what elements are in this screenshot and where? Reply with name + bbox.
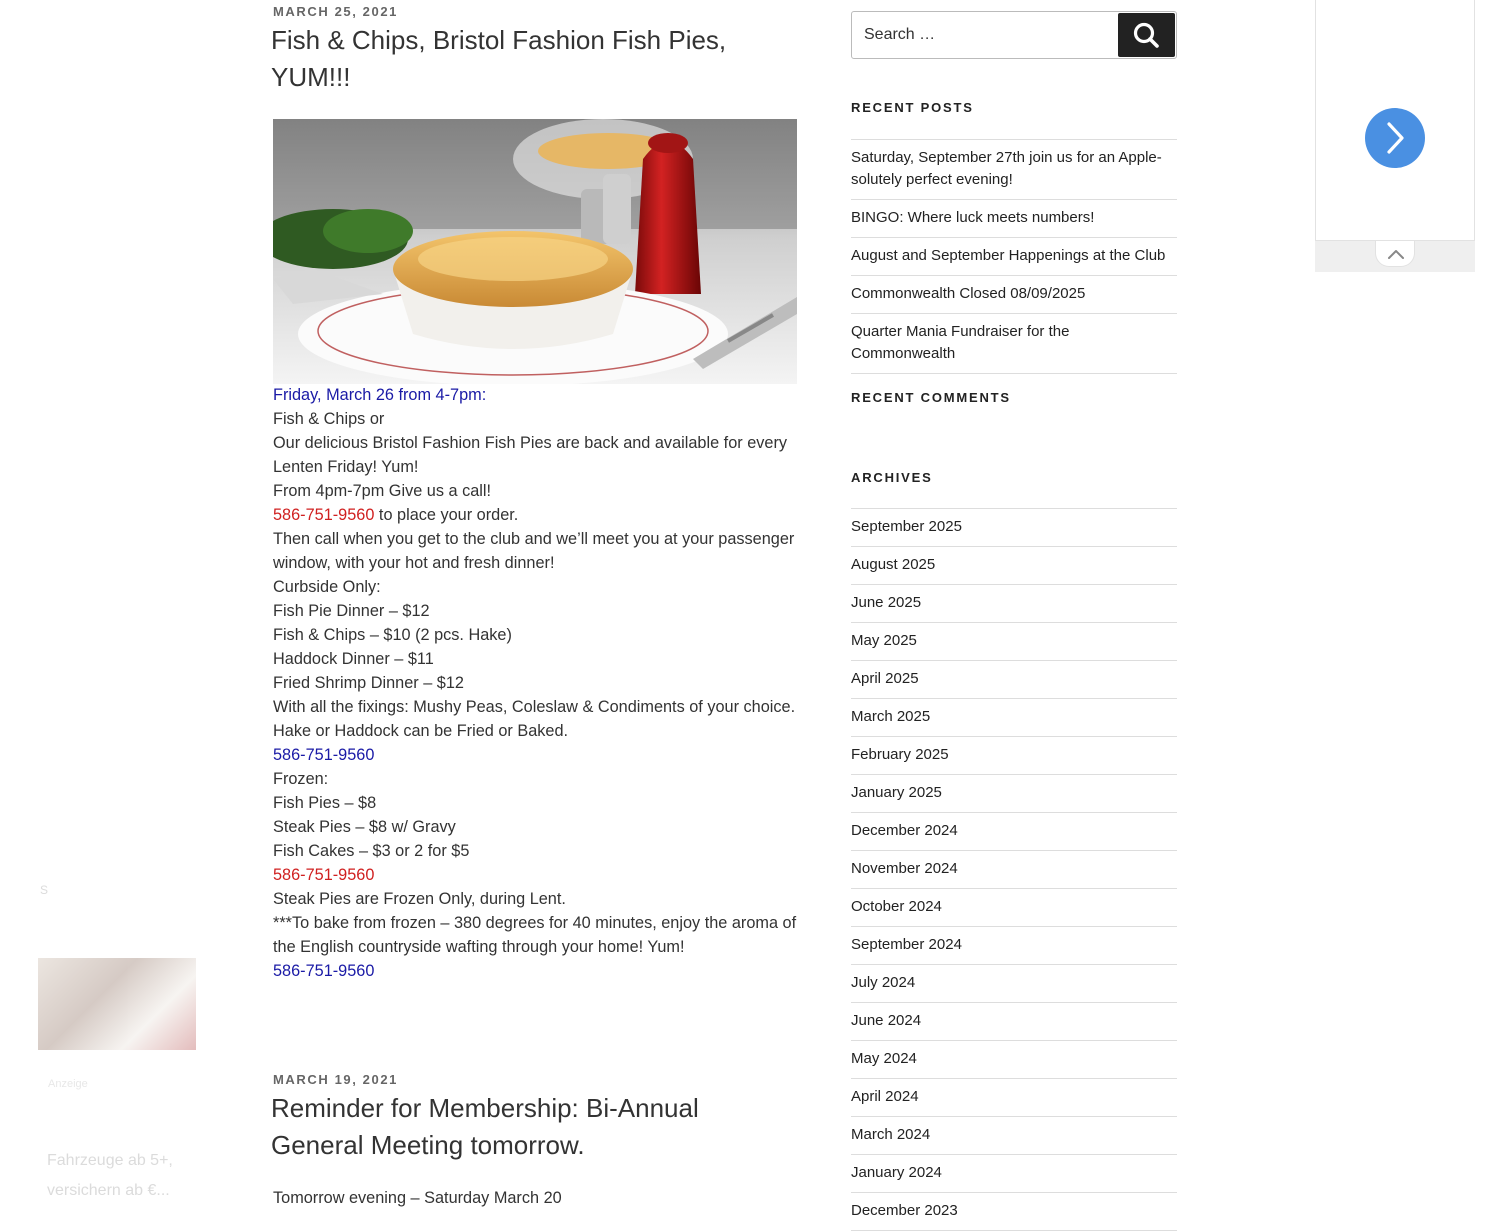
archive-item bbox=[851, 622, 1177, 660]
post-title[interactable]: Fish & Chips, Bristol Fashion Fish Pies, YUM!!! bbox=[271, 25, 727, 92]
archive-item-link[interactable]: October 2024 bbox=[851, 898, 942, 915]
archive-item-link[interactable]: April 2024 bbox=[851, 1088, 919, 1105]
archive-item-link[interactable]: March 2025 bbox=[851, 708, 931, 725]
archive-item-link[interactable]: June 2024 bbox=[851, 1012, 922, 1029]
archive-item bbox=[851, 698, 1177, 736]
body-line: Curbside Only: bbox=[273, 578, 381, 596]
archive-item bbox=[851, 1040, 1177, 1078]
archive-item-link[interactable]: March 2024 bbox=[851, 1126, 931, 1143]
menu-item: Steak Pies – $8 w/ Gravy bbox=[273, 818, 456, 836]
body-line: Then call when you get to the club and we’ll meet you at your passenger window, with your hot and fresh dinner! bbox=[273, 530, 795, 572]
recent-post-item bbox=[851, 237, 1177, 275]
post-body bbox=[273, 383, 797, 983]
body-text: to place your order. bbox=[374, 506, 519, 524]
archive-item-link[interactable]: February 2025 bbox=[851, 746, 949, 763]
chevron-up-icon bbox=[1376, 241, 1416, 267]
chevron-right-icon bbox=[1365, 108, 1425, 168]
archive-item bbox=[851, 1002, 1177, 1040]
phone-link[interactable]: 586-751-9560 bbox=[273, 962, 375, 980]
archive-item bbox=[851, 508, 1177, 546]
archive-item-link[interactable]: December 2023 bbox=[851, 1202, 958, 1219]
archive-item bbox=[851, 812, 1177, 850]
archive-item bbox=[851, 660, 1177, 698]
ad-next-button[interactable] bbox=[1365, 108, 1425, 168]
archive-item bbox=[851, 546, 1177, 584]
menu-item: Fish Cakes – $3 or 2 for $5 bbox=[273, 842, 470, 860]
archive-item-link[interactable]: December 2024 bbox=[851, 822, 958, 839]
archive-item-link[interactable]: September 2025 bbox=[851, 518, 962, 535]
post-snippet: Tomorrow evening – Saturday March 20 bbox=[273, 1189, 562, 1207]
search-form bbox=[851, 11, 1177, 59]
archive-item bbox=[851, 964, 1177, 1002]
recent-post-item bbox=[851, 275, 1177, 313]
body-line: Fish & Chips or bbox=[273, 410, 385, 428]
archive-item bbox=[851, 736, 1177, 774]
body-line: ***To bake from frozen – 380 degrees for 40 minutes, enjoy the aroma of the English countryside wafting through your home! Yum! bbox=[273, 914, 797, 956]
recent-post-item bbox=[851, 199, 1177, 237]
right-ad bbox=[1315, 0, 1475, 241]
body-line: Steak Pies are Frozen Only, during Lent. bbox=[273, 890, 566, 908]
menu-item: Fish Pie Dinner – $12 bbox=[273, 602, 430, 620]
archive-item bbox=[851, 850, 1177, 888]
archives-list bbox=[851, 508, 1177, 1231]
search-icon bbox=[1118, 13, 1175, 57]
recent-post-item-link[interactable]: August and September Happenings at the Club bbox=[851, 247, 1166, 264]
archive-item-link[interactable]: May 2025 bbox=[851, 632, 917, 649]
search-button[interactable] bbox=[1118, 13, 1175, 57]
archive-item-link[interactable]: June 2025 bbox=[851, 594, 922, 611]
event-date-link[interactable]: Friday, March 26 from 4-7pm: bbox=[273, 386, 487, 404]
ad-collapse-bar bbox=[1315, 241, 1475, 272]
archive-item bbox=[851, 1154, 1177, 1192]
menu-item: Haddock Dinner – $11 bbox=[273, 650, 434, 668]
body-line: Frozen: bbox=[273, 770, 329, 788]
search-input[interactable] bbox=[852, 12, 1118, 58]
menu-item: Fried Shrimp Dinner – $12 bbox=[273, 674, 464, 692]
archive-item bbox=[851, 1116, 1177, 1154]
phone-link[interactable]: 586-751-9560 bbox=[273, 746, 375, 764]
archive-item-link[interactable]: November 2024 bbox=[851, 860, 958, 877]
recent-posts-title: RECENT POSTS bbox=[851, 100, 974, 115]
body-line: Hake or Haddock can be Fried or Baked. bbox=[273, 722, 569, 740]
recent-post-item-link[interactable]: Saturday, September 27th join us for an Apple-solutely perfect evening! bbox=[851, 149, 1162, 188]
menu-item: Fish & Chips – $10 (2 pcs. Hake) bbox=[273, 626, 512, 644]
post-title[interactable]: Reminder for Membership: Bi-Annual General Meeting tomorrow. bbox=[271, 1093, 699, 1160]
ad-label: S bbox=[40, 883, 49, 897]
archive-item-link[interactable]: July 2024 bbox=[851, 974, 916, 991]
archive-item bbox=[851, 774, 1177, 812]
recent-post-item-link[interactable]: BINGO: Where luck meets numbers! bbox=[851, 209, 1095, 226]
archive-item bbox=[851, 1192, 1177, 1230]
recent-post-item bbox=[851, 139, 1177, 199]
body-line: From 4pm-7pm Give us a call! bbox=[273, 482, 492, 500]
ad-image[interactable] bbox=[38, 958, 196, 1050]
archive-item-link[interactable]: April 2025 bbox=[851, 670, 919, 687]
body-line bbox=[273, 503, 797, 527]
menu-item: Fish Pies – $8 bbox=[273, 794, 377, 812]
body-line: Our delicious Bristol Fashion Fish Pies are back and available for every Lenten Friday! Yum! bbox=[273, 434, 788, 476]
featured-image bbox=[273, 119, 797, 384]
post-date[interactable]: MARCH 25, 2021 bbox=[273, 4, 398, 19]
archive-item-link[interactable]: September 2024 bbox=[851, 936, 962, 953]
archive-item-link[interactable]: August 2025 bbox=[851, 556, 936, 573]
archive-item bbox=[851, 1078, 1177, 1116]
archive-item bbox=[851, 888, 1177, 926]
body-line: With all the fixings: Mushy Peas, Coleslaw & Condiments of your choice. bbox=[273, 698, 796, 716]
recent-post-item-link[interactable]: Commonwealth Closed 08/09/2025 bbox=[851, 285, 1086, 302]
recent-comments-title: RECENT COMMENTS bbox=[851, 390, 1011, 405]
phone-link[interactable]: 586-751-9560 bbox=[273, 506, 375, 524]
archive-item-link[interactable]: January 2025 bbox=[851, 784, 942, 801]
archive-item bbox=[851, 584, 1177, 622]
post-date[interactable]: MARCH 19, 2021 bbox=[273, 1072, 398, 1087]
ad-collapse-button[interactable] bbox=[1375, 241, 1415, 267]
ad-text[interactable]: Fahrzeuge ab 5+, versichern ab €... bbox=[47, 1152, 173, 1199]
ad-tag: Anzeige bbox=[48, 1078, 88, 1090]
archives-title: ARCHIVES bbox=[851, 470, 933, 485]
phone-link[interactable]: 586-751-9560 bbox=[273, 866, 375, 884]
recent-post-item-link[interactable]: Quarter Mania Fundraiser for the Commonwealth bbox=[851, 323, 1070, 362]
recent-post-item bbox=[851, 313, 1177, 373]
archive-item bbox=[851, 926, 1177, 964]
archive-item-link[interactable]: May 2024 bbox=[851, 1050, 917, 1067]
archive-item-link[interactable]: January 2024 bbox=[851, 1164, 942, 1181]
recent-posts-list bbox=[851, 139, 1177, 374]
